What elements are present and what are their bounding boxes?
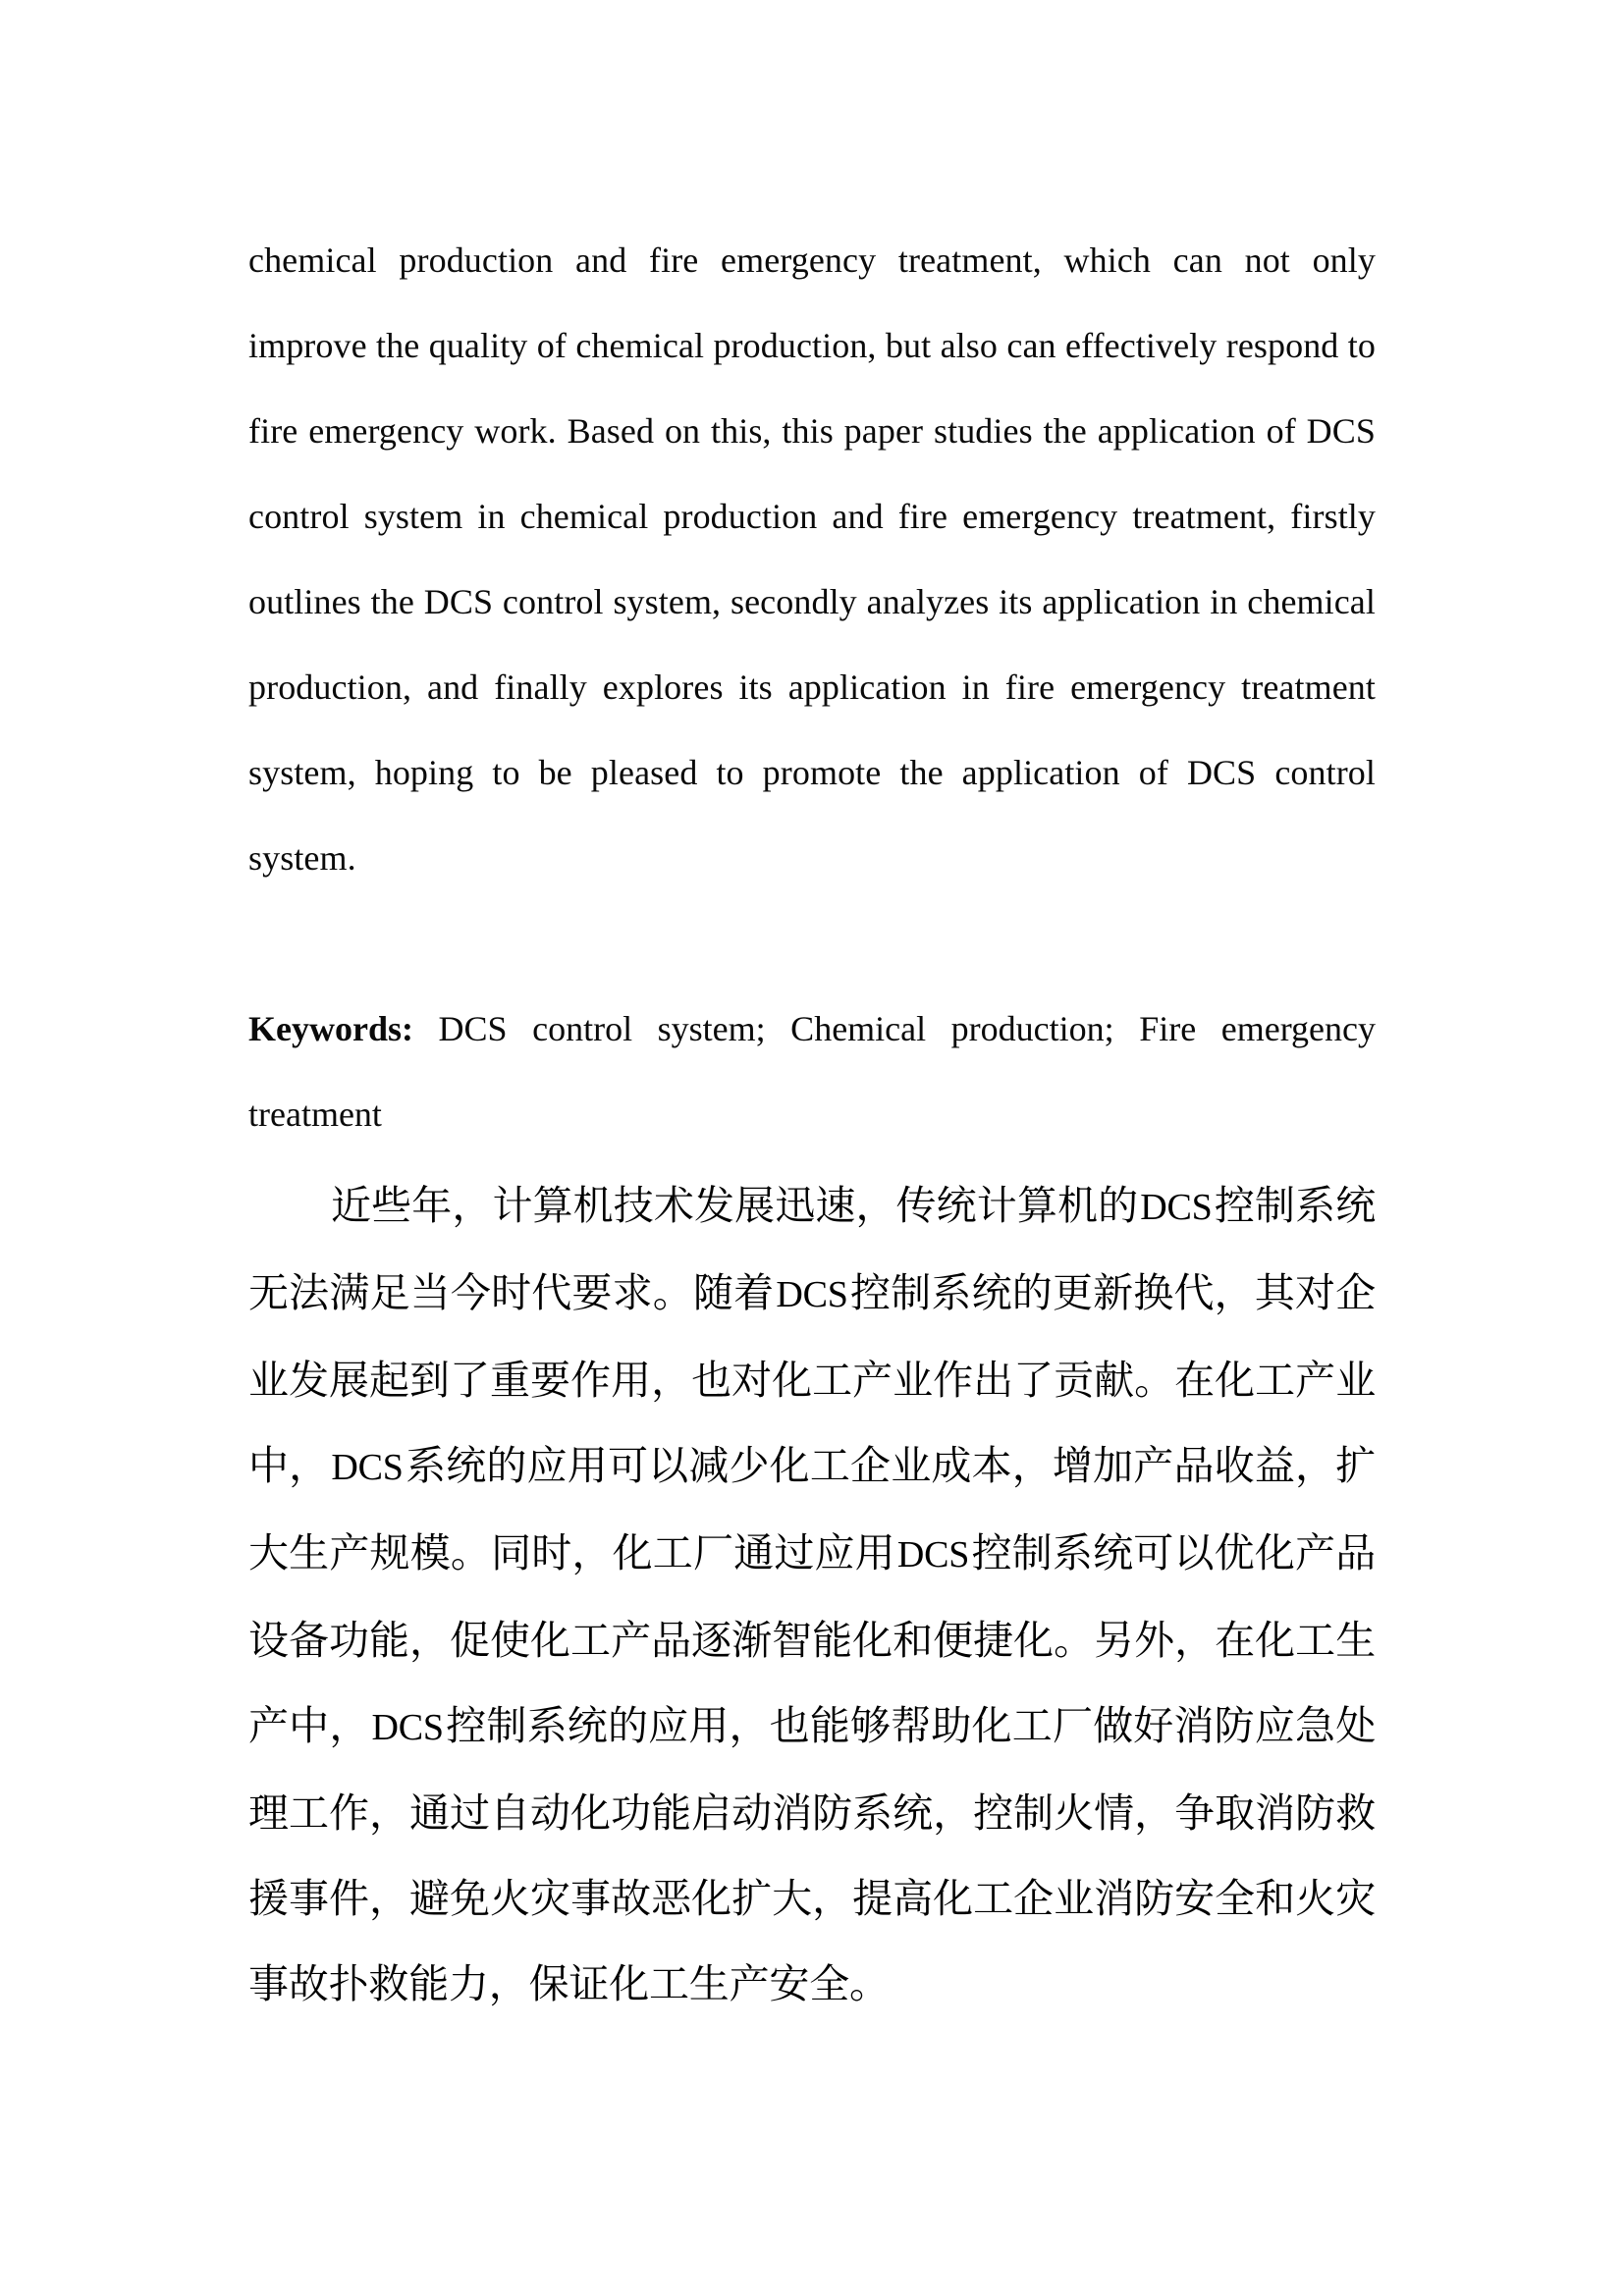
chinese-text-run: 控制系统可以优化产品设备功能，促使化工产品逐渐智能化和便捷化。另外，在化工生产中， — [248, 1529, 1376, 1749]
chinese-text-run: 控制系统的应用，也能够帮助化工厂做好消防应急处理工作，通过自动化功能启动消防系统，控制火情，争取消防救援事件，避免火灾事故恶化扩大，提高化工企业消防安全和火灾事故扑救能力，保证化工生产安全。 — [248, 1702, 1376, 2007]
inline-acronym: DCS — [896, 1534, 970, 1575]
page-content-column — [248, 218, 1376, 2027]
abstract-paragraph: chemical production and fire emergency treatment, which can not only improve the quality of chemical production, but also can effectively respond to fire emergency work. Based on this, this paper studies the application of DCS control system in chemical production and fire emergency treatment, firstly outlines the DCS control system, secondly analyzes its application in chemical production, and finally explores its application in fire emergency treatment system, hoping to be pleased to promote the application of DCS control system. — [248, 240, 1376, 878]
keywords-line — [248, 987, 1376, 1157]
inline-acronym: DCS — [331, 1447, 404, 1488]
inline-acronym: DCS — [371, 1707, 444, 1748]
chinese-text-run: 控制系统无法满足当今时代要求。随着 — [248, 1182, 1377, 1316]
chinese-text-run: 控制系统的更新换代，其对企业发展起到了重要作用，也对化工产业作出了贡献。在化工产业中， — [248, 1269, 1377, 1489]
inline-acronym: DCS — [776, 1274, 848, 1315]
keywords-label: Keywords: — [248, 1009, 413, 1048]
chinese-body-paragraph — [248, 1163, 1376, 2027]
chinese-text-run: 系统的应用可以减少化工企业成本，增加产品收益，扩大生产规模。同时，化工厂通过应用 — [248, 1442, 1376, 1576]
keywords-value: DCS control system; Chemical production; Fire emergency treatment — [248, 1009, 1376, 1134]
keywords-spacer — [413, 1009, 439, 1048]
chinese-text-run: 近些年，计算机技术发展迅速，传统计算机的 — [331, 1182, 1139, 1229]
inline-acronym: DCS — [1140, 1187, 1213, 1228]
